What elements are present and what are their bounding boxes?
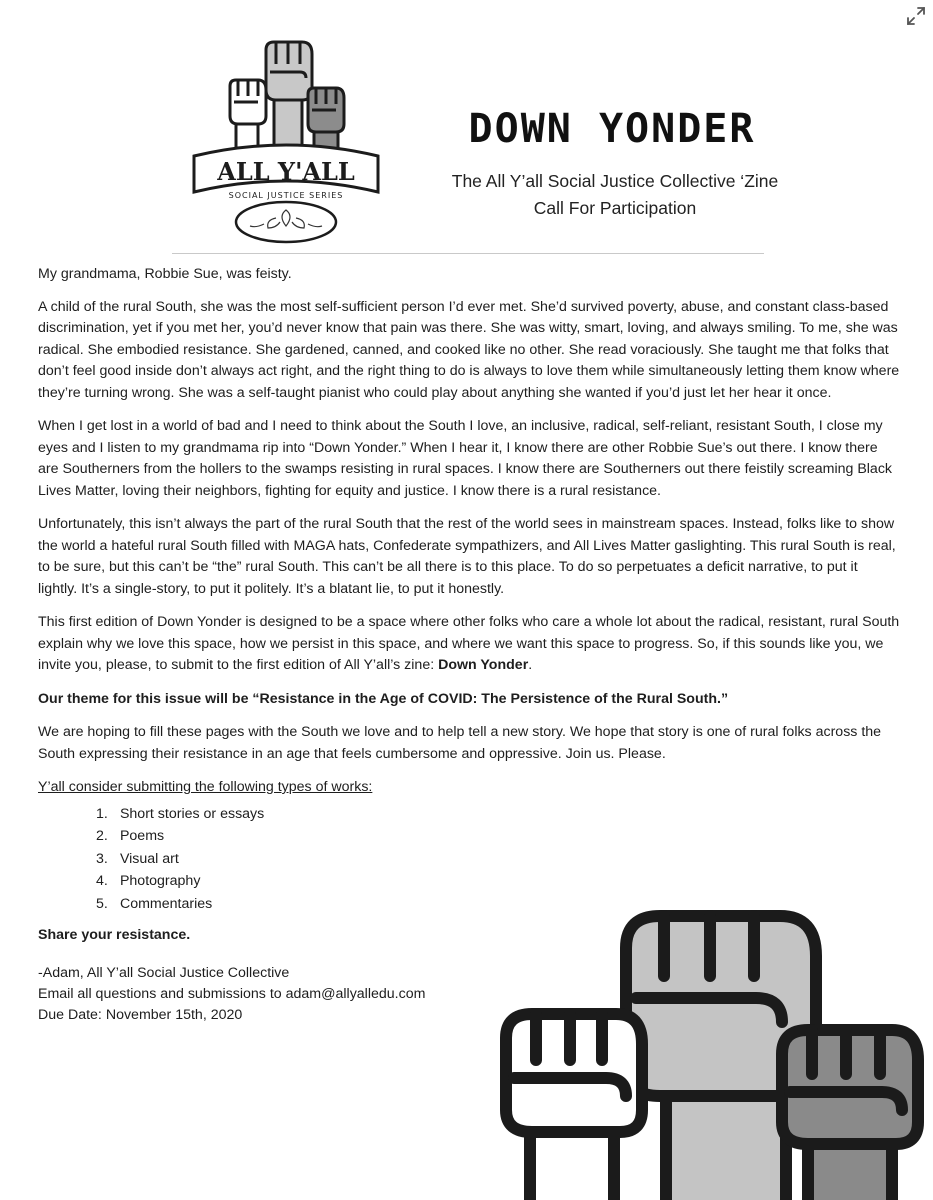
paragraph-mainstream: Unfortunately, this isn’t always the part of the rural South that the rest of the world sees in mainstream spaces. Instead, folks like to show the world a hateful rural South filled with MAGA hats, Confederate sympathizers, and All Lives Matter gaslighting. This rural South is real, to be sure, but this can’t be “the” rural South. This can’t be all there is to this place. To do so perpetuates a deficit narrative, to put it lightly. It’s a single-story, to put it politely. It’s a blatant lie, to put it honestly. (38, 516, 896, 597)
list-item (96, 803, 900, 826)
header-divider (172, 253, 764, 254)
expand-icon[interactable] (906, 6, 926, 26)
all-yall-logo (186, 38, 386, 248)
raised-fists-illustration (496, 878, 933, 1200)
raised-fist-icon (782, 1030, 918, 1200)
paragraph-grandmama: A child of the rural South, she was the most self-sufficient person I’d ever met. She’d survived poverty, abuse, and constant class-based discrimination, yet if you met her, you’d never know that pain was there. She was witty, smart, loving, and always smiling. To me, she was radical. She embodied resistance. She gardened, canned, and cooked like no other. She read voraciously. She taught me that folks that don’t feel good inside don’t always act right, and the right thing to do is always to love them while simultaneously letting them know where they’re turning wrong. She was a self-taught pianist who could play about anything she wanted if you’d just let her hear it once. (38, 298, 900, 401)
signature: -Adam, All Y’all Social Justice Collective (38, 964, 290, 981)
list-item-label: Short stories or essays (119, 805, 265, 822)
first-edition-text: This first edition of Down Yonder is designed to be a space where other folks who care a whole lot about the radical, resistant, rural South explain why we love this space, how we persist in this space, and where we want this space to progress. So, if this sounds like you, we invite you, please, to submit to the first edition of All Y’all’s zine: (38, 614, 900, 673)
share-resistance: Share your resistance. (38, 927, 191, 943)
list-item-label: Photography (119, 873, 201, 889)
zine-subtitle (400, 168, 830, 222)
paragraph-down-yonder: When I get lost in a world of bad and I need to think about the South I love, an inclusive, radical, self-reliant, resistant South, I close my eyes and I listen to my grandmama rip into “Down Yonder.” When I hear it, I know there are other Robbie Sue’s out there. I know there are Southerners from the hollers to the swamps resisting in rural spaces. I know there are Southerners out there feistily screaming Black Lives Matter, loving their neighbors, fighting for equity and justice. I know there is a rural resistance. (38, 418, 893, 499)
first-edition-end: . (528, 657, 533, 673)
due-date: Due Date: November 15th, 2020 (38, 1006, 243, 1023)
zine-name-bold: Down Yonder (438, 657, 529, 673)
paragraph-new-story: We are hoping to fill these pages with the South we love and to help tell a new story. We hope that story is one of rural folks across the South expressing their resistance in an age that feels cumbersome and oppressive. Join us. Please. (38, 724, 882, 762)
list-item-number: 3. (96, 850, 108, 867)
list-item-label: Poems (119, 828, 165, 844)
list-item-label: Commentaries (119, 895, 213, 912)
zine-title: DOWN YONDER (468, 106, 756, 152)
list-item-number: 2. (96, 828, 108, 844)
list-item (96, 825, 900, 848)
paragraph-intro: My grandmama, Robbie Sue, was feisty. (38, 266, 292, 282)
theme-statement: Our theme for this issue will be “Resistance in the Age of COVID: The Persistence of the Rural South.” (38, 690, 729, 707)
paragraph-first-edition (38, 612, 900, 677)
list-item (96, 848, 900, 871)
list-item-label: Visual art (119, 850, 179, 867)
list-item-number: 5. (96, 895, 108, 912)
logo-sub-text: SOCIAL JUSTICE SERIES (228, 191, 344, 200)
subtitle-line-2: Call For Participation (533, 198, 697, 218)
subtitle-line-1: The All Y’all Social Justice Collective ‘Zine (451, 171, 779, 191)
logo-main-text: ALL Y'ALL (217, 157, 355, 186)
list-item-number: 4. (96, 873, 108, 889)
list-item-number: 1. (96, 805, 108, 822)
works-heading: Y’all consider submitting the following types of works: (38, 779, 373, 795)
raised-fist-icon (506, 1014, 642, 1200)
email-line: Email all questions and submissions to adam@allyalledu.com (38, 985, 426, 1002)
